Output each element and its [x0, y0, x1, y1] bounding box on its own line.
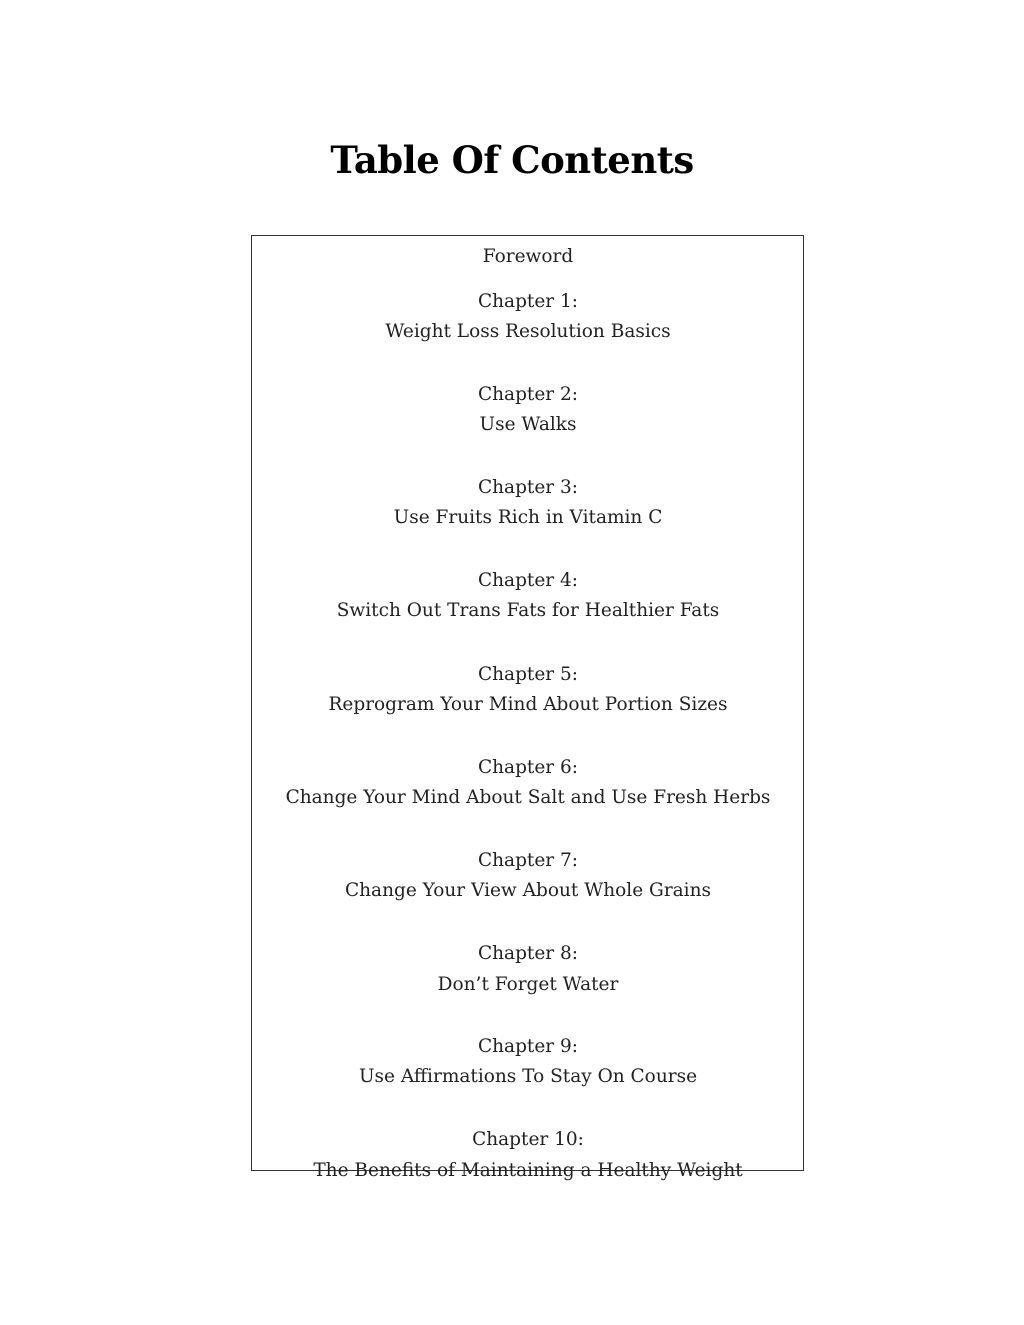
- toc-chapter-title: Weight Loss Resolution Basics: [385, 321, 671, 342]
- toc-chapter-number: Chapter 7:: [477, 850, 579, 871]
- toc-foreword: Foreword: [482, 246, 574, 267]
- toc-chapter-number: Chapter 2:: [477, 384, 579, 405]
- toc-chapter-number: Chapter 4:: [477, 570, 579, 591]
- toc-chapter-number: Chapter 6:: [477, 757, 579, 778]
- toc-chapter-title: Change Your Mind About Salt and Use Fresh Herbs: [285, 787, 771, 808]
- toc-chapter-title: Use Fruits Rich in Vitamin C: [393, 507, 663, 528]
- toc-chapter-number: Chapter 1:: [477, 291, 579, 312]
- toc-chapter-number: Chapter 9:: [477, 1036, 579, 1057]
- toc-chapter-title: Change Your View About Whole Grains: [344, 880, 712, 901]
- toc-chapter-number: Chapter 10:: [472, 1129, 584, 1150]
- toc-chapter-title: Don’t Forget Water: [437, 974, 619, 995]
- toc-chapter-title: Switch Out Trans Fats for Healthier Fats: [336, 600, 720, 621]
- toc-chapter-title: The Benefits of Maintaining a Healthy Weight: [313, 1160, 743, 1181]
- page-title: Table Of Contents: [330, 138, 694, 182]
- toc-chapter-number: Chapter 3:: [477, 477, 579, 498]
- toc-chapter-number: Chapter 5:: [477, 664, 579, 685]
- toc-chapter-title: Use Affirmations To Stay On Course: [358, 1066, 698, 1087]
- toc-chapter-number: Chapter 8:: [477, 943, 579, 964]
- toc-chapter-title: Use Walks: [479, 414, 577, 435]
- toc-chapter-title: Reprogram Your Mind About Portion Sizes: [328, 694, 728, 715]
